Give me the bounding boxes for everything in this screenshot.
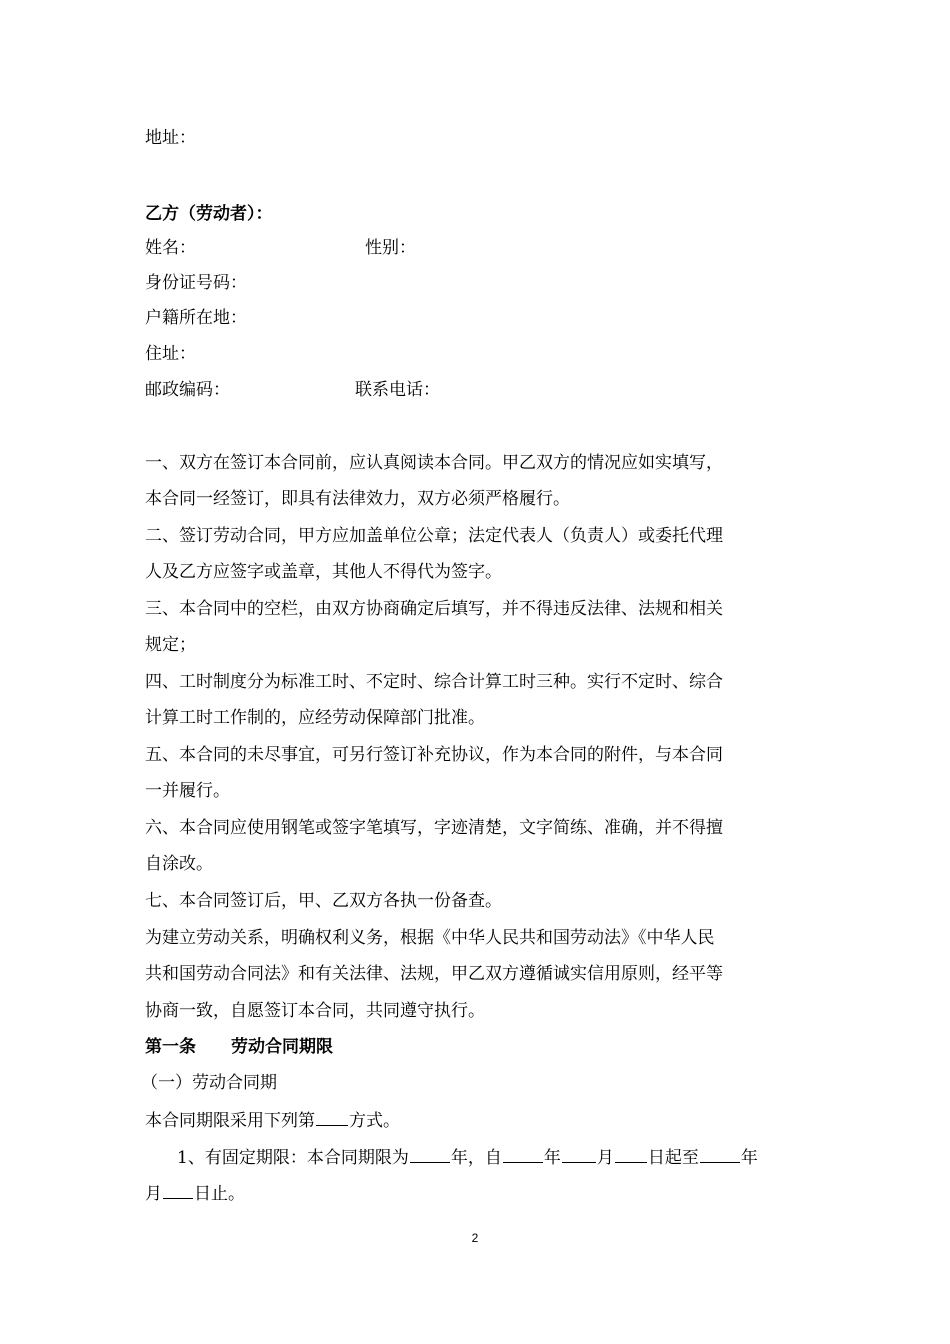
fixed-term-line-end: 月 日止。	[145, 1184, 245, 1204]
note-line: 本合同一经签订，即具有法律效力，双方必须严格履行。	[145, 489, 570, 509]
postal-code-label: 邮政编码：	[145, 380, 230, 400]
phone-label: 联系电话：	[355, 380, 440, 400]
note-line: 六、本合同应使用钢笔或签字笔填写，字迹清楚，文字简练、准确，并不得擅	[145, 818, 723, 838]
article-1-subheading: （一）劳动合同期	[141, 1073, 277, 1093]
start-day-blank[interactable]	[615, 1146, 647, 1163]
household-label: 户籍所在地：	[145, 308, 247, 328]
party-a-address-label: 地址：	[145, 128, 196, 148]
note-line: 一并履行。	[145, 781, 230, 801]
party-b-heading: 乙方（劳动者）：	[145, 204, 273, 224]
note-line: 三、本合同中的空栏，由双方协商确定后填写，并不得违反法律、法规和相关	[145, 599, 723, 619]
method-blank[interactable]	[316, 1109, 348, 1126]
preamble-line: 协商一致，自愿签订本合同，共同遵守执行。	[145, 1001, 485, 1021]
term-years-blank[interactable]	[410, 1146, 450, 1163]
note-line: 五、本合同的未尽事宜，可另行签订补充协议，作为本合同的附件，与本合同	[145, 745, 723, 765]
article-1-heading	[145, 1037, 333, 1057]
preamble-line: 共和国劳动合同法》和有关法律、法规，甲乙双方遵循诚实信用原则，经平等	[145, 964, 723, 984]
name-label: 姓名：	[145, 238, 196, 258]
id-number-label: 身份证号码：	[145, 273, 247, 293]
note-line: 计算工时工作制的，应经劳动保障部门批准。	[145, 708, 485, 728]
end-day-blank[interactable]	[163, 1182, 193, 1199]
residence-label: 住址：	[145, 344, 196, 364]
start-month-blank[interactable]	[562, 1146, 596, 1163]
article-number: 第一条	[145, 1037, 196, 1057]
note-line: 四、工时制度分为标准工时、不定时、综合计算工时三种。实行不定时、综合	[145, 672, 723, 692]
note-line: 自涂改。	[145, 854, 213, 874]
note-line: 规定；	[145, 635, 196, 655]
term-method-line: 本合同期限采用下列第 方式。	[145, 1111, 400, 1131]
note-line: 人及乙方应签字或盖章，其他人不得代为签字。	[145, 562, 502, 582]
start-year-blank[interactable]	[503, 1146, 543, 1163]
gender-label: 性别：	[365, 238, 416, 258]
party-b-name-row	[145, 238, 416, 258]
note-line: 一、双方在签订本合同前，应认真阅读本合同。甲乙双方的情况应如实填写，	[145, 453, 723, 473]
article-title: 劳动合同期限	[231, 1037, 333, 1057]
preamble-line: 为建立劳动关系，明确权利义务，根据《中华人民共和国劳动法》《中华人民	[145, 928, 715, 948]
end-year-blank[interactable]	[700, 1146, 740, 1163]
note-line: 七、本合同签订后，甲、乙双方各执一份备查。	[145, 891, 502, 911]
page-number: 2	[471, 1231, 479, 1245]
note-line: 二、签订劳动合同，甲方应加盖单位公章；法定代表人（负责人）或委托代理	[145, 526, 723, 546]
fixed-term-line: 1、有固定期限：本合同期限为 年，自 年 月 日起至 年	[177, 1148, 758, 1168]
party-b-contact-row	[145, 380, 440, 400]
